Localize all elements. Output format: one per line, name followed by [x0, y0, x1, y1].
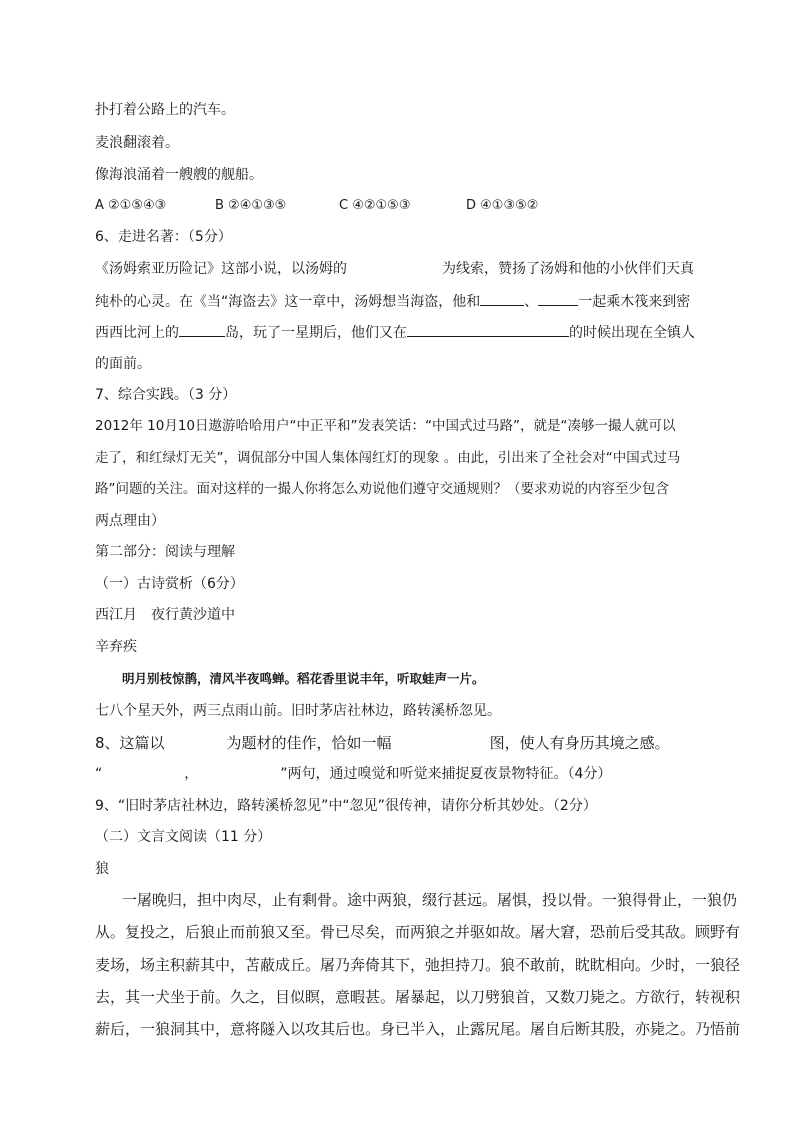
answer-blank[interactable]	[480, 291, 524, 306]
poem-line: 明月别枝惊鹊，清风半夜鸣蝉。稻花香里说丰年，听取蛙声一片。	[122, 671, 485, 686]
option-b: B ②④①③⑤	[215, 198, 287, 213]
text-segment: 岛，玩了一星期后，他们又在	[225, 325, 407, 341]
poem-line: 七八个星天外，两三点雨山前。旧时茅店社林边，路转溪桥忽见。	[95, 703, 501, 719]
text-segment: 图，使人有身历其境之感。	[489, 734, 670, 752]
text-segment: 8、这篇以	[95, 734, 165, 752]
question-7-line: 路”问题的关注。面对这样的一撮人你将怎么劝说他们遵守交通规则？（要求劝说的内容至少包含	[95, 481, 669, 497]
question-6-heading: 6、走进名著：（5分）	[95, 229, 232, 245]
text-segment: 《汤姆索亚历险记》这部小说，以汤姆的	[95, 261, 347, 277]
question-7-line: 两点理由）	[95, 513, 165, 529]
answer-blank[interactable]	[179, 322, 225, 337]
passage-line: 薪后，一狼洞其中，意将隧入以攻其后也。身已半入，止露尻尾。屠自后断其股，亦毙之。乃悟前	[95, 1020, 741, 1038]
passage-line: 从。复投之，后狼止而前狼又至。骨已尽矣，而两狼之并驱如故。屠大窘，恐前后受其敌。顾野有	[95, 923, 741, 941]
question-7-heading: 7、综合实践。（3 分）	[95, 387, 237, 403]
option-c: C ④②①⑤③	[339, 198, 411, 213]
part-heading: 第二部分：阅读与理解	[95, 544, 235, 560]
text-line: 麦浪翻滚着。	[95, 135, 179, 151]
option-d: D ④①③⑤②	[466, 198, 539, 213]
question-9-line: 9、“旧时茅店社林边，路转溪桥忽见”中“忽见”很传神，请你分析其妙处。（2分）	[95, 798, 597, 814]
text-segment: “	[95, 766, 103, 782]
text-segment: 西西比河上的	[95, 325, 179, 341]
question-6-line	[95, 322, 695, 343]
text-line: 像海浪涌着一艘艘的舰船。	[95, 167, 263, 183]
question-6-line	[95, 291, 690, 312]
text-segment: 的时候出现在全镇人	[569, 325, 695, 341]
question-6-line	[95, 259, 694, 279]
question-8-line	[95, 733, 670, 753]
answer-blank[interactable]	[538, 291, 578, 306]
answer-blank[interactable]	[407, 322, 569, 337]
text-segment: 、	[524, 294, 539, 310]
text-segment: ”两句，通过嗅觉和听觉来捕捉夏夜景物特征。（4分）	[280, 766, 612, 782]
passage-line: 去，其一犬坐于前。久之，目似瞑，意暇甚。屠暴起，以刀劈狼首，又数刀毙之。方欲行，转视积	[95, 988, 741, 1006]
poem-title: 西江月 夜行黄沙道中	[95, 607, 235, 623]
text-segment: 一起乘木筏来到密	[578, 294, 691, 310]
text-segment: 为线索，赞扬了汤姆和他的小伙伴们天真	[442, 261, 694, 277]
passage-line: 麦场，场主积薪其中，苫蔽成丘。屠乃奔倚其下，弛担持刀。狼不敢前，眈眈相向。少时，一狼径	[95, 956, 741, 974]
question-7-line: 走了，和红绿灯无关”，调侃部分中国人集体闯红灯的现象 。由此，引出来了全社会对“中国式过马	[95, 450, 681, 466]
question-7-line: 2012年 10月10日遨游哈哈用户“中正平和”发表笑话：“中国式过马路”，就是“凑够一撮人就可以	[95, 418, 676, 434]
text-line: 扑打着公路上的汽车。	[95, 102, 235, 118]
text-segment: 纯朴的心灵。在《当“海盗去》这一章中，汤姆想当海盗，他和	[95, 294, 481, 310]
option-a: A ②①⑤④③	[95, 198, 167, 213]
section-heading: （二）文言文阅读（11 分）	[95, 829, 272, 845]
text-line: 的面前。	[95, 356, 151, 372]
section-heading: （一）古诗赏析（6分）	[95, 576, 244, 592]
passage-line: 一屠晚归，担中肉尽，止有剩骨。途中两狼，缀行甚远。屠惧，投以骨。一狼得骨止，一狼仍	[122, 891, 738, 909]
question-8-line	[95, 764, 611, 784]
passage-title: 狼	[95, 861, 109, 877]
poem-author: 辛弃疾	[95, 639, 137, 655]
text-segment: 为题材的佳作，恰如一幅	[226, 734, 392, 752]
text-segment: ，	[184, 766, 199, 782]
